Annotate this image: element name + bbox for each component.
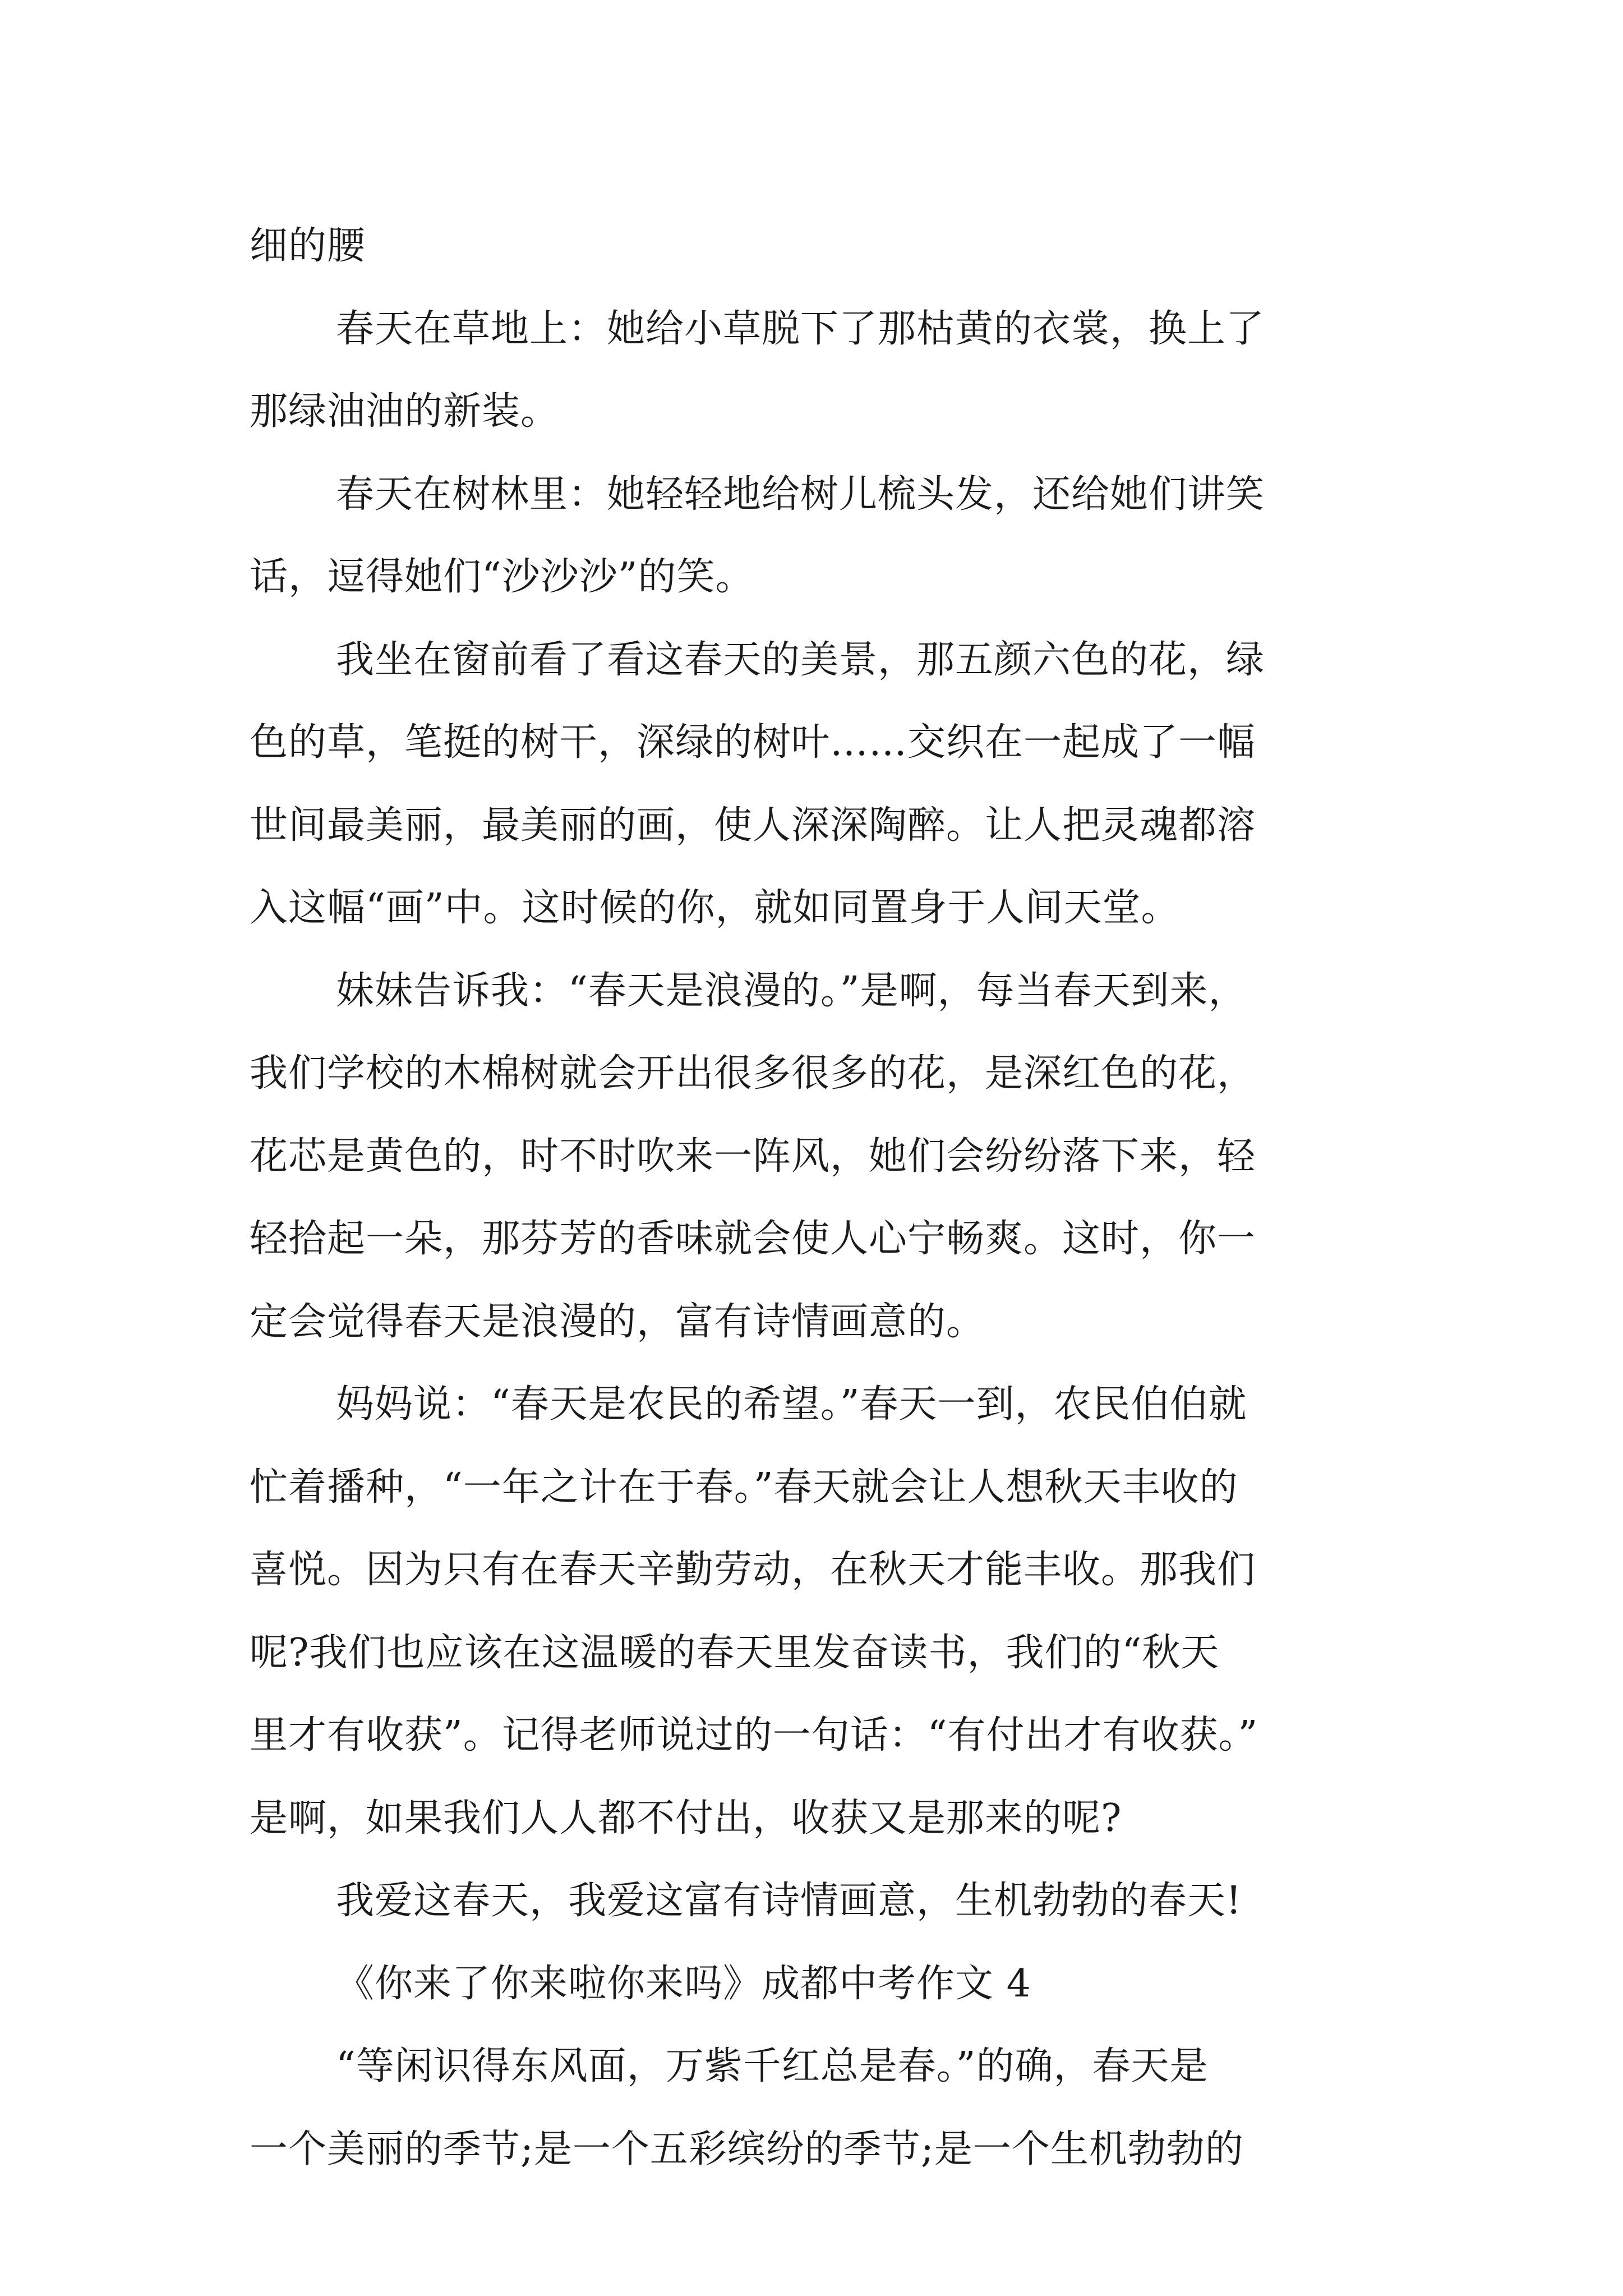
text-line: 是啊，如果我们人人都不付出，收获又是那来的呢? (250, 1796, 1122, 1841)
text-line: 春天在树林里：她轻轻地给树儿梳头发，还给她们讲笑 (336, 472, 1265, 517)
text-line: 妈妈说：“春天是农民的希望。”春天一到，农民伯伯就 (336, 1382, 1247, 1427)
text-line: 色的草，笔挺的树干，深绿的树叶……交织在一起成了一幅 (250, 720, 1256, 765)
text-line: 轻拾起一朵，那芬芳的香味就会使人心宁畅爽。这时，你一 (250, 1217, 1256, 1261)
text-line: 入这幅“画”中。这时候的你，就如同置身于人间天堂。 (250, 886, 1180, 930)
text-line: 我坐在窗前看了看这春天的美景，那五颜六色的花，绿 (336, 637, 1265, 682)
text-line: “等闲识得东风面，万紫千红总是春。”的确，春天是 (336, 2044, 1209, 2088)
text-line: 话，逗得她们“沙沙沙”的笑。 (250, 555, 754, 599)
text-line: 定会觉得春天是浪漫的，富有诗情画意的。 (250, 1299, 985, 1344)
text-line: 呢?我们也应该在这温暖的春天里发奋读书，我们的“秋天 (250, 1630, 1220, 1675)
document-page (250, 205, 1399, 2191)
text-line: 细的腰 (250, 224, 366, 268)
text-line: 那绿油油的新装。 (250, 389, 560, 434)
text-line: 一个美丽的季节;是一个五彩缤纷的季节;是一个生机勃勃的 (250, 2127, 1244, 2171)
text-line: 喜悦。因为只有在春天辛勤劳动，在秋天才能丰收。那我们 (250, 1548, 1256, 1592)
text-line: 妹妹告诉我：“春天是浪漫的。”是啊，每当春天到来， (336, 968, 1247, 1013)
text-line: 春天在草地上：她给小草脱下了那枯黄的衣裳，换上了 (336, 306, 1265, 351)
section-heading: 《你来了你来啦你来吗》成都中考作文 4 (336, 1961, 1031, 2006)
text-line: 里才有收获”。记得老师说过的一句话：“有付出才有收获。” (250, 1713, 1258, 1757)
text-line: 我们学校的木棉树就会开出很多很多的花，是深红色的花， (250, 1051, 1256, 1096)
text-line: 世间最美丽，最美丽的画，使人深深陶醉。让人把灵魂都溶 (250, 803, 1256, 848)
text-line: 我爱这春天，我爱这富有诗情画意，生机勃勃的春天! (336, 1879, 1242, 1923)
text-line: 忙着播种，“一年之计在于春。”春天就会让人想秋天丰收的 (250, 1465, 1238, 1510)
text-line: 花芯是黄色的，时不时吹来一阵风，她们会纷纷落下来，轻 (250, 1134, 1256, 1179)
